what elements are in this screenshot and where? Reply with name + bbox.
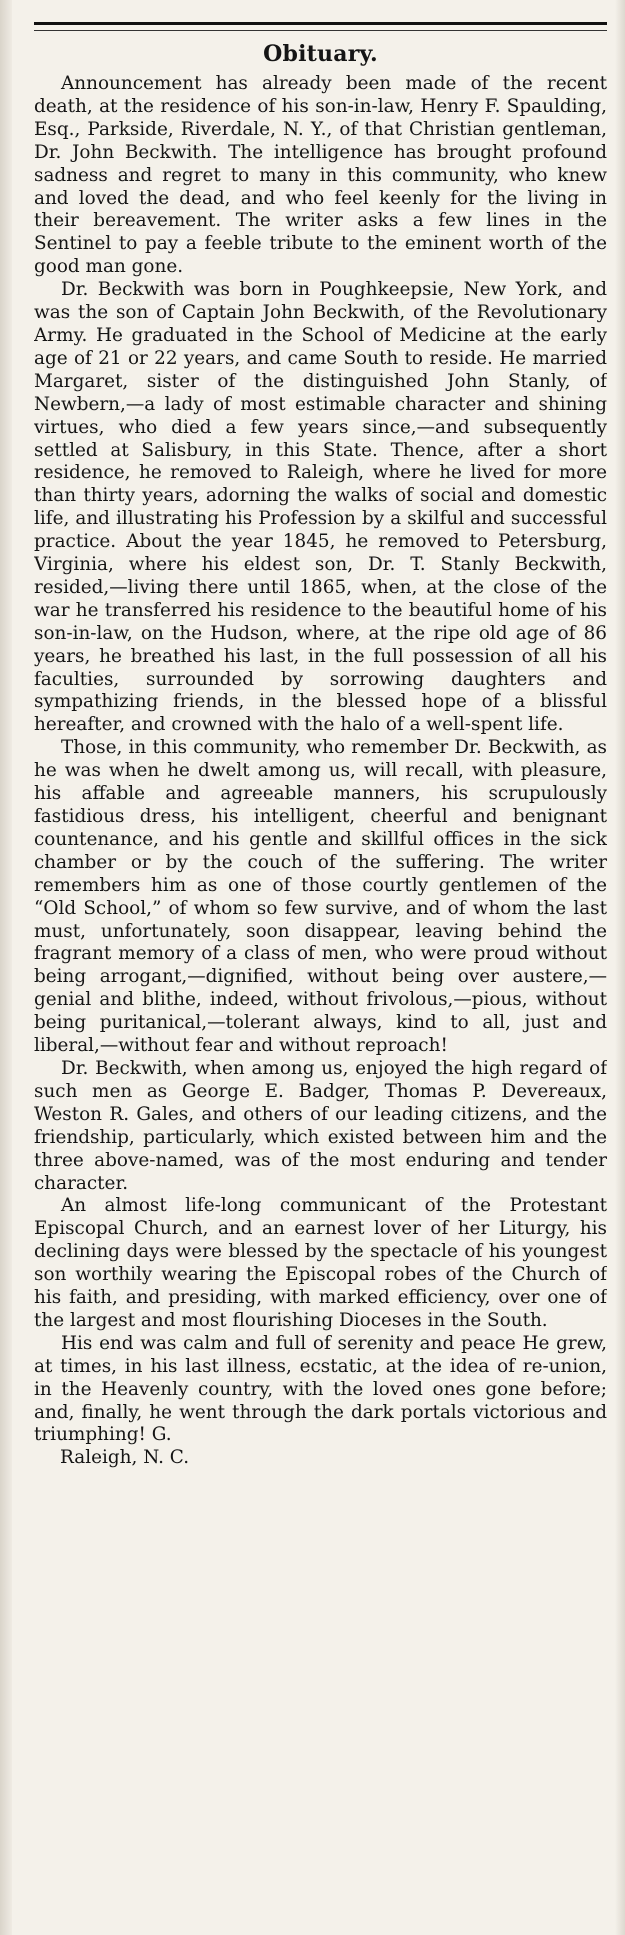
paragraph-church: An almost life-long communicant of the Protestant Episcopal Church, and an earnest lover of her Liturgy, his declining days were blessed by the spectacle of his youngest son worthily wearing the Episcopal robes of the Church of his faith, and presiding, with marked efficiency, over one of the largest and most flourishing Dioceses in the South. xyxy=(34,1195,607,1331)
paragraph-announcement: Announcement has already been made of the recent death, at the residence of his son-in-law, Henry F. Spaulding, Esq., Parkside, Riverdale, N. Y., of that Christian gentleman, Dr. John Beckwith. The intelligence has brought profound sadness and regret to many in this community, who knew and loved the dead, and who feel keenly for the living in their bereavement. The writer asks a few lines in the Sentinel to pay a feeble tribute to the eminent worth of the good man gone. xyxy=(34,73,607,278)
paragraph-biography: Dr. Beckwith was born in Poughkeepsie, New York, and was the son of Captain John Beckwith, of the Revolutionary Army. He graduated in the School of Medicine at the early age of 21 or 22 years, and came South to reside. He married Margaret, sister of the distinguished John Stanly, of Newbern,—a lady of most estimable character and shining virtues, who died a few years since,—and subsequently settled at Salisbury, in this State. Thence, after a short residence, he removed to Raleigh, where he lived for more than thirty years, adorning the walks of social and domestic life, and illustrating his Profession by a skilful and successful practice. About the year 1845, he removed to Petersburg, Virginia, where his eldest son, Dr. T. Stanly Beckwith, resided,—living there until 1865, when, at the close of the war he transferred his residence to the beautiful home of his son-in-law, on the Hudson, where, at the ripe old age of 86 years, he breathed his last, in the full possession of all his faculties, surrounded by sorrowing daughters and sympathizing friends, in the blessed hope of a blissful hereafter, and crowned with the halo of a well-spent life. xyxy=(34,279,607,736)
top-thin-rule xyxy=(34,30,607,31)
left-page-edge xyxy=(0,0,12,1935)
paragraph-friendships: Dr. Beckwith, when among us, enjoyed the high regard of such men as George E. Badger, Thomas P. Devereaux, Weston R. Gales, and others of our leading citizens, and the friendship, particularly, which existed between him and the three above-named, was of the most enduring and tender character. xyxy=(34,1057,607,1194)
dateline: Raleigh, N. C. xyxy=(60,1447,190,1469)
obituary-article xyxy=(34,42,607,1912)
right-page-edge xyxy=(615,0,625,1935)
paragraph-final-days: His end was calm and full of serenity and peace He grew, at times, in his last illness, ecstatic, at the idea of re-union, in the Heavenly country, with the loved ones gone before; and, finally, he went through the dark portals victorious and triumphing! G. xyxy=(34,1332,607,1446)
top-heavy-rule xyxy=(34,22,607,25)
article-title: Obituary. xyxy=(263,42,378,67)
paragraph-remembrance: Those, in this community, who remember Dr. Beckwith, as he was when he dwelt among us, will recall, with pleasure, his affable and agreeable manners, his scrupulously fastidious dress, his intelligent, cheerful and benignant countenance, and his gentle and skillful offices in the sick chamber or by the couch of the suffering. The writer remembers him as one of those courtly gentlemen of the “Old School,” of whom so few survive, and of whom the last must, unfortunately, soon disappear, leaving behind the fragrant memory of a class of men, who were proud without being arrogant,—dignified, without being over austere,—genial and blithe, indeed, without frivolous,—pious, without being puritanical,—tolerant always, kind to all, just and liberal,—without fear and without reproach! xyxy=(34,737,607,1057)
